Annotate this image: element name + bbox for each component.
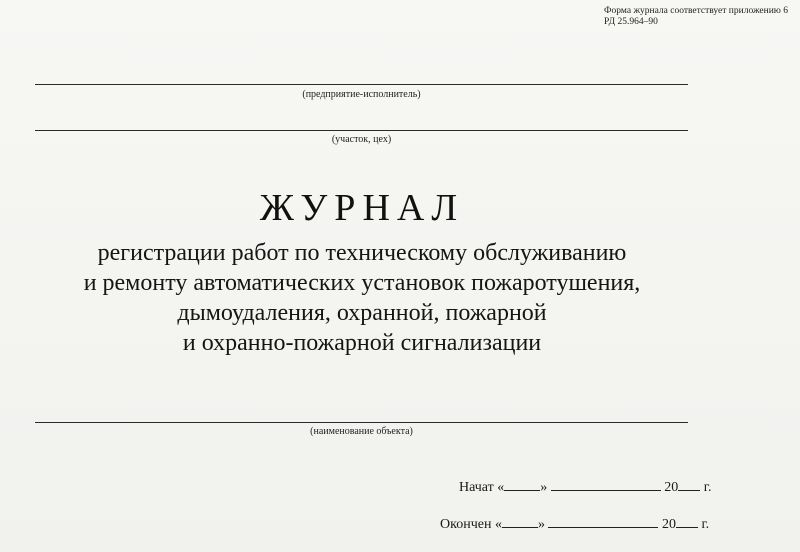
form-reference-line-1: Форма журнала соответствует приложению 6: [604, 6, 788, 16]
open-quote: «: [494, 517, 502, 532]
started-label: Начат: [459, 480, 494, 495]
subtitle-line-2: и ремонту автоматических установок пожаротушения,: [83, 270, 641, 296]
finished-century: 20: [661, 517, 676, 532]
object-fill-line[interactable]: [35, 422, 688, 423]
open-quote: «: [497, 480, 505, 495]
finished-month-field[interactable]: [548, 515, 658, 528]
finished-year-field[interactable]: [676, 515, 698, 528]
section-fill-line[interactable]: [35, 130, 688, 131]
enterprise-fill-line[interactable]: [35, 84, 688, 85]
subtitle-line-3: дымоудаления, охранной, пожарной: [177, 300, 547, 326]
started-century: 20: [664, 480, 679, 495]
subtitle-line-1: регистрации работ по техническому обслуживанию: [97, 240, 627, 266]
section-caption: (участок, цех): [331, 134, 392, 145]
enterprise-caption: (предприятие-исполнитель): [302, 89, 421, 100]
started-day-field[interactable]: [504, 478, 540, 491]
close-quote: »: [540, 480, 548, 495]
form-reference-note: [604, 6, 788, 28]
started-year-field[interactable]: [678, 478, 700, 491]
form-reference-line-2: РД 25.964–90: [604, 17, 658, 27]
finished-year-suffix: г.: [701, 517, 710, 532]
started-month-field[interactable]: [551, 478, 661, 491]
finished-date-row: [440, 515, 709, 533]
object-caption: (наименование объекта): [310, 426, 413, 437]
subtitle-line-4: и охранно-пожарной сигнализации: [182, 330, 542, 356]
journal-subtitle: [0, 238, 724, 358]
journal-title: ЖУРНАЛ: [259, 187, 465, 229]
close-quote: »: [537, 517, 545, 532]
finished-label: Окончен: [440, 517, 492, 532]
finished-day-field[interactable]: [502, 515, 538, 528]
started-year-suffix: г.: [703, 480, 712, 495]
started-date-row: [459, 478, 711, 496]
